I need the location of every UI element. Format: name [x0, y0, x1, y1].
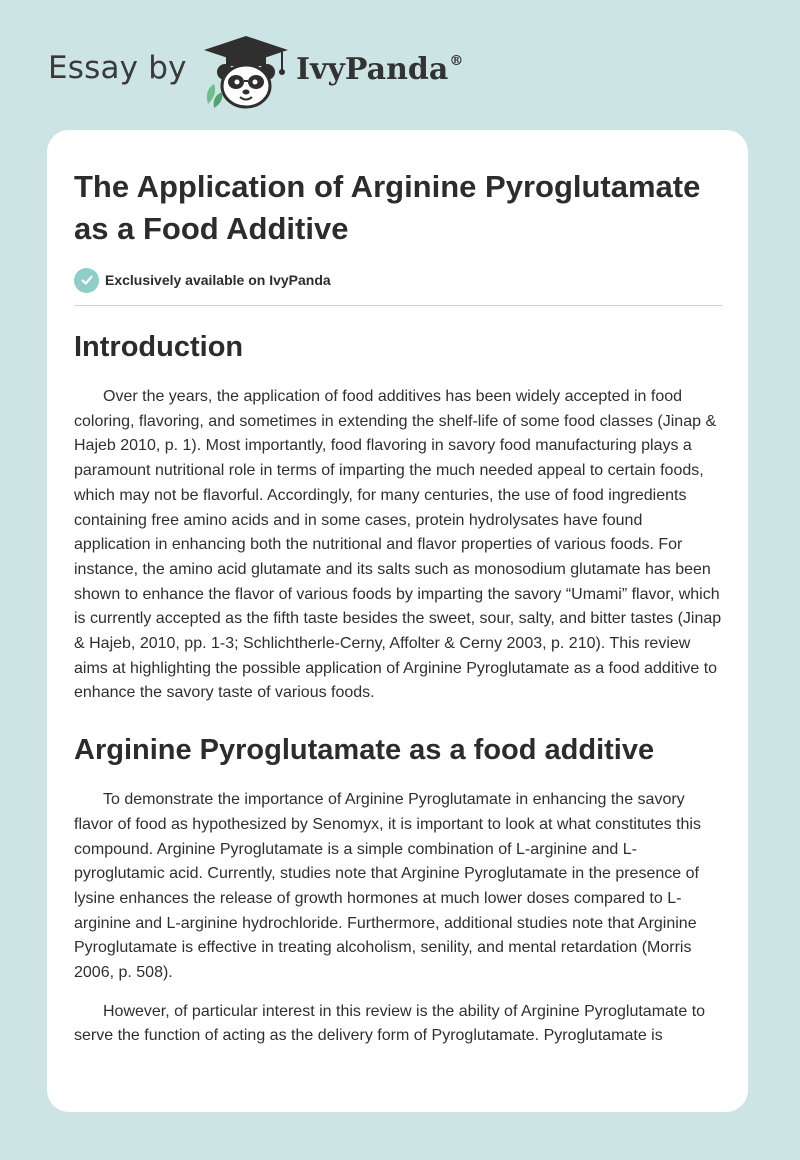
- article-content: [74, 166, 723, 1049]
- exclusive-badge: [74, 267, 723, 293]
- brand-header: [0, 0, 800, 130]
- essay-by-label: Essay by: [48, 50, 187, 86]
- article-title: The Application of Arginine Pyroglutamate as a Food Additive: [74, 169, 701, 246]
- section-heading-food-additive: Arginine Pyroglutamate as a food additive: [74, 734, 655, 767]
- paragraph: To demonstrate the importance of Arginine Pyroglutamate in enhancing the savory flavor of food as hypothesized by Senomyx, it is important to look at what constitutes this compound. Arginine Pyroglutamate is a simple combination of L-arginine and L-pyroglutamic acid. Currently, studies note that Arginine Pyroglutamate in the presence of lysine enhances the release of growth hormones at much lower doses compared to L-arginine and L-arginine hydrochloride. Furthermore, additional studies note that Arginine Pyroglutamate is effective in treating alcoholism, senility, and mental retardation (Morris 2006, p. 508).: [74, 791, 701, 982]
- paragraph: Over the years, the application of food additives has been widely accepted in food coloring, flavoring, and sometimes in extending the shelf-life of some food classes (Jinap & Hajeb 2010, p. 1). Most importantly, food flavoring in savory food manufacturing plays a paramount nutritional role in terms of imparting the much needed appeal to certain foods, which may not be flavorful. Accordingly, for many centuries, the use of food ingredients containing free amino acids and in some cases, protein hydrolysates have found application in enhancing both the nutritional and flavor properties of various foods. For instance, the amino acid glutamate and its salts such as monosodium glutamate has been shown to enhance the flavor of various foods by imparting the savory “Umami” flavor, which is currently accepted as the fifth taste besides the sweet, sour, salty, and bitter tastes (Jinap & Hajeb, 2010, pp. 1-3; Schlichtherle-Cerny, Affolter & Cerny 2003, p. 210). This review aims at highlighting the possible application of Arginine Pyroglutamate as a food additive to enhance the savory taste of various foods.: [74, 388, 722, 702]
- section-heading-introduction: Introduction: [74, 331, 244, 363]
- brand-name[interactable]: IvyPanda®: [296, 52, 464, 87]
- check-icon: [74, 268, 99, 293]
- article-card: [47, 130, 748, 1112]
- exclusive-label: Exclusively available on IvyPanda: [105, 272, 331, 288]
- divider: [74, 305, 723, 306]
- graduation-cap-panda-icon[interactable]: [200, 34, 292, 110]
- paragraph: However, of particular interest in this review is the ability of Arginine Pyroglutamate to serve the function of acting as the delivery form of Pyroglutamate. Pyroglutamate is: [74, 1002, 706, 1045]
- registered-mark: ®: [449, 53, 464, 69]
